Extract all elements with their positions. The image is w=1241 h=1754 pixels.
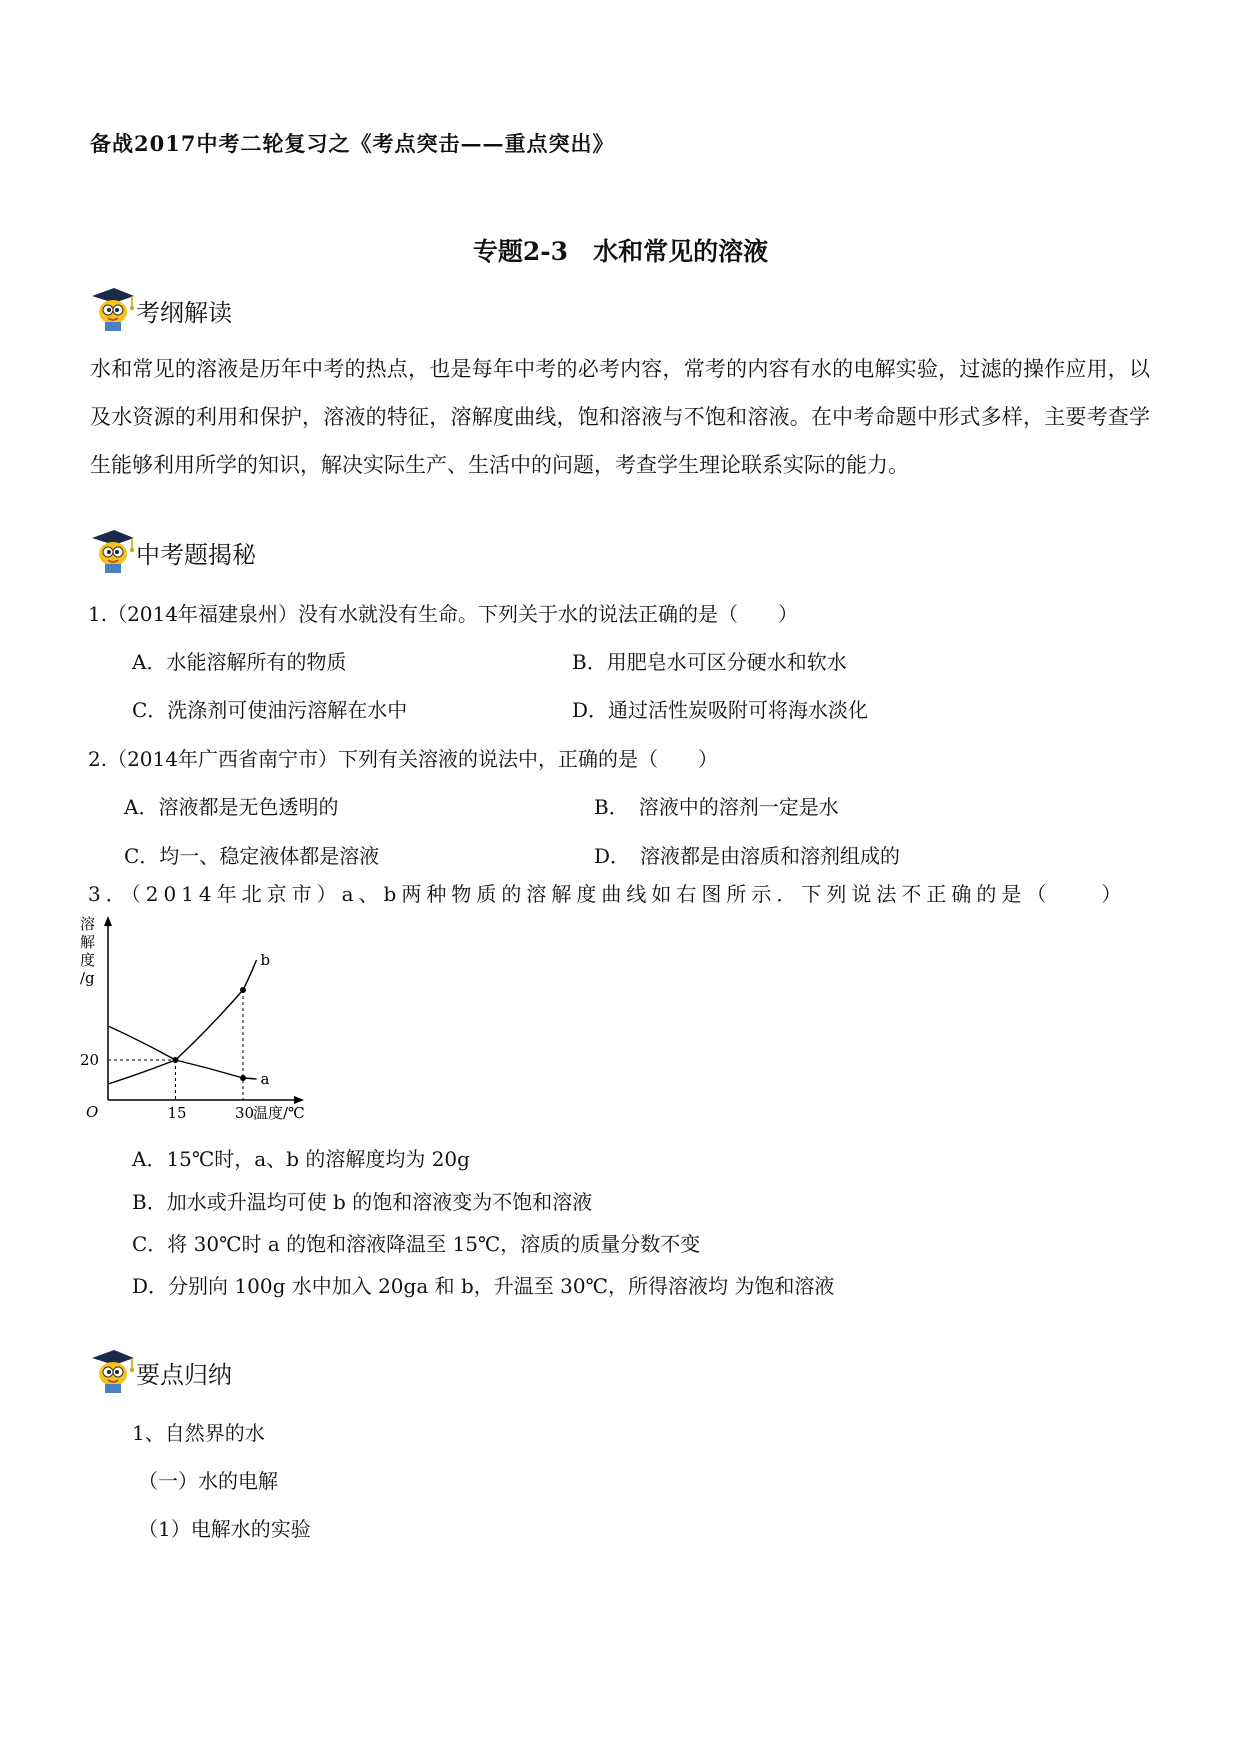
curve-b (108, 960, 257, 1084)
curve-label-b: b (260, 951, 271, 969)
x-tick-label: 30 (235, 1104, 255, 1122)
section-label-outline: 考纲解读 (136, 299, 232, 327)
y-axis-label-part: 溶 (80, 915, 96, 933)
question-2-option-d: D． 溶液都是由溶质和溶剂组成的 (594, 844, 901, 868)
question-2-option-c: C．均一、稳定液体都是溶液 (124, 844, 380, 868)
marked-point (240, 987, 246, 993)
curve-label-a: a (260, 1070, 270, 1088)
y-axis-label-part: 度 (80, 951, 96, 969)
topic-title: 专题2-3 水和常见的溶液 (472, 237, 769, 266)
graduate-mascot-icon (88, 1347, 136, 1395)
origin-label: O (86, 1103, 99, 1121)
curve-a (108, 1026, 257, 1079)
question-3-option-b: B．加水或升温均可使 b 的饱和溶液变为不饱和溶液 (132, 1190, 593, 1214)
summary-item-2: （一）水的电解 (138, 1469, 278, 1493)
x-axis-label: 温度/℃ (253, 1104, 305, 1122)
document-header-title: 备战2017中考二轮复习之《考点突击——重点突出》 (90, 131, 615, 156)
question-1-stem: 1.（2014年福建泉州）没有水就没有生命。下列关于水的说法正确的是（ ） (88, 602, 798, 626)
marked-point (173, 1057, 179, 1063)
question-1-option-a: A．水能溶解所有的物质 (132, 650, 347, 674)
question-3-option-d: D．分别向 100g 水中加入 20ga 和 b，升温至 30℃，所得溶液均 为饱和溶液 (132, 1274, 835, 1298)
marked-point (240, 1075, 246, 1081)
y-axis-arrow (104, 916, 112, 926)
y-tick-label: 20 (80, 1051, 100, 1069)
section-label-summary: 要点归纳 (136, 1361, 232, 1389)
question-2-stem: 2.（2014年广西省南宁市）下列有关溶液的说法中，正确的是（ ） (88, 747, 718, 771)
question-3-stem: 3．（2014年北京市）a、b两种物质的溶解度曲线如右图所示．下列说法不正确的是（ ） (88, 882, 1127, 906)
question-1-option-d: D．通过活性炭吸附可将海水淡化 (572, 698, 869, 722)
y-axis-label-part: /g (80, 969, 95, 987)
x-tick-label: 15 (167, 1104, 187, 1122)
summary-item-3: （1）电解水的实验 (138, 1517, 311, 1541)
intro-paragraph: 水和常见的溶液是历年中考的热点，也是每年中考的必考内容，常考的内容有水的电解实验，过滤的操作应用，以及水资源的利用和保护，溶液的特征，溶解度曲线，饱和溶液与不饱和溶液。在中考命题中形式多样，主要考查学生能够利用所学的知识，解决实际生产、生活中的问题，考查学生理论联系实际的能力。 (90, 357, 1150, 477)
question-1-option-b: B．用肥皂水可区分硬水和软水 (572, 650, 847, 674)
question-1-option-c: C．洗涤剂可使油污溶解在水中 (132, 698, 408, 722)
graduate-mascot-icon (88, 527, 136, 575)
question-2-option-b: B． 溶液中的溶剂一定是水 (594, 795, 839, 819)
solubility-curve-chart (80, 915, 330, 1125)
question-3-option-a: A．15℃时，a、b 的溶解度均为 20g (132, 1147, 470, 1171)
section-label-exam: 中考题揭秘 (136, 541, 256, 569)
question-2-option-a: A．溶液都是无色透明的 (124, 795, 339, 819)
y-axis-label-part: 解 (80, 933, 96, 951)
x-axis-arrow (294, 1096, 304, 1104)
question-3-option-c: C．将 30℃时 a 的饱和溶液降温至 15℃，溶质的质量分数不变 (132, 1232, 701, 1256)
summary-item-1: 1、自然界的水 (132, 1421, 265, 1445)
graduate-mascot-icon (88, 285, 136, 333)
